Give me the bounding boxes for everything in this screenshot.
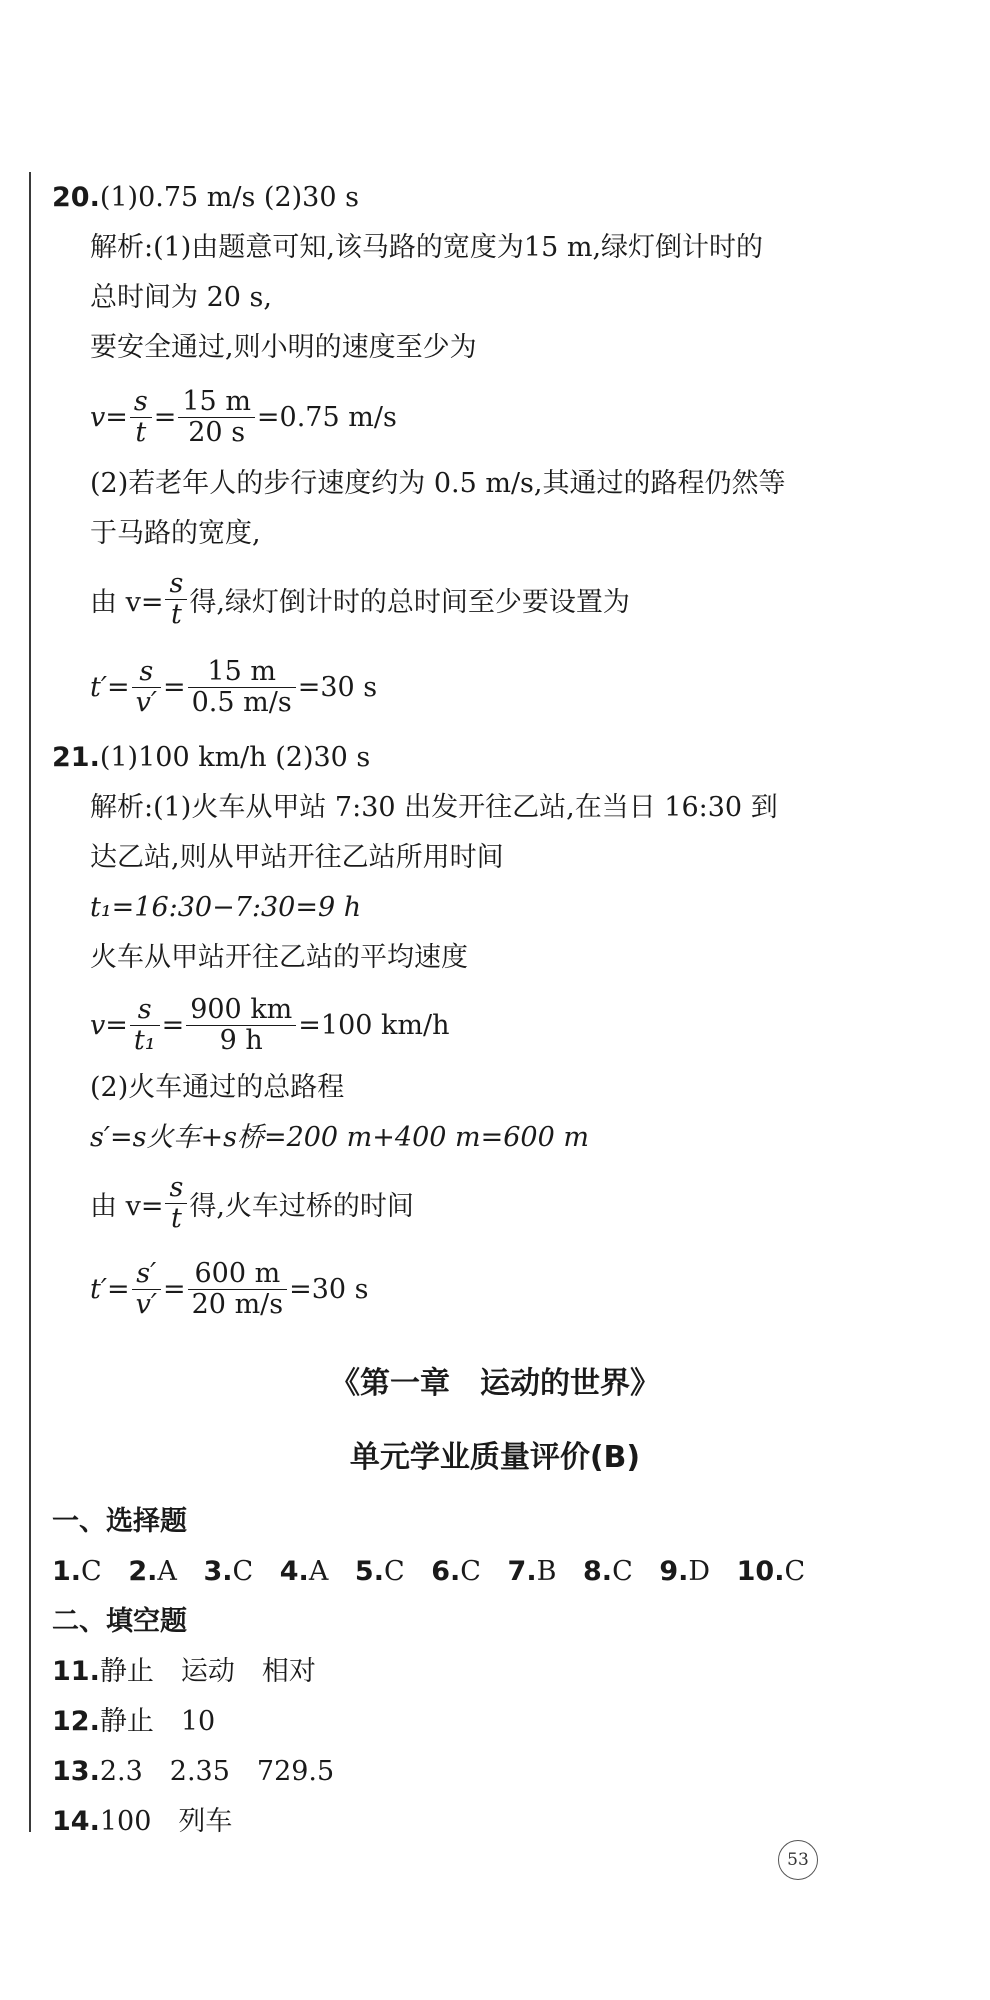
eq-lhs: v= xyxy=(90,1009,128,1041)
q21-answer: (1)100 km/h (2)30 s xyxy=(99,742,371,773)
page-number: 53 xyxy=(778,1840,818,1880)
section-choice-heading: 一、选择题 xyxy=(52,1506,187,1537)
fraction: $\frac{s}{t}$ xyxy=(165,1173,187,1234)
choice-answer: 9.D xyxy=(659,1556,711,1587)
fill-answer: 13.2.3 2.35 729.5 xyxy=(52,1756,335,1787)
fill-answer: 12.静止 10 xyxy=(52,1706,216,1737)
q21-equation-2 xyxy=(90,1168,414,1238)
eq-prefix: 由 v= xyxy=(90,586,164,618)
eq-suffix: 得,火车过桥的时间 xyxy=(189,1190,414,1222)
choice-answer: 10.C xyxy=(736,1556,806,1587)
left-margin-rule xyxy=(29,172,31,1832)
q21-explanation-6: s′=s火车+s桥=200 m+400 m=600 m xyxy=(90,1122,589,1153)
fraction: $\frac{600 m}{20 m/s}$ xyxy=(188,1259,288,1320)
eq-suffix: 得,绿灯倒计时的总时间至少要设置为 xyxy=(189,586,630,618)
eq-rhs: =30 s xyxy=(289,1273,369,1305)
fraction: $\frac{15 m}{0.5 m/s}$ xyxy=(188,657,296,718)
q21-explanation-3: t₁=16:30−7:30=9 h xyxy=(90,892,362,923)
q21-number: 21. xyxy=(52,742,100,773)
fraction: $\frac{s'}{v'}$ xyxy=(132,1259,161,1320)
eq-lhs: t′= xyxy=(90,671,130,703)
q21-explanation-5: (2)火车通过的总路程 xyxy=(90,1072,345,1103)
chapter-title: 《第一章 运动的世界》 xyxy=(330,1366,660,1401)
q20-explanation-4: (2)若老年人的步行速度约为 0.5 m/s,其通过的路程仍然等 xyxy=(90,468,786,499)
eq-rhs: =30 s xyxy=(297,671,378,703)
choice-answer: 1.C xyxy=(52,1556,102,1587)
eq-rhs: =0.75 m/s xyxy=(256,401,397,433)
q20-number: 20. xyxy=(52,182,100,213)
unit-title: 单元学业质量评价(B) xyxy=(349,1440,641,1475)
fraction: $\frac{15 m}{20 s}$ xyxy=(178,387,255,448)
eq-prefix: 由 v= xyxy=(90,1190,164,1222)
choice-answer: 7.B xyxy=(507,1556,557,1587)
choice-answer: 5.C xyxy=(354,1556,405,1587)
q21-explanation-1: 解析:(1)火车从甲站 7:30 出发开往乙站,在当日 16:30 到 xyxy=(90,792,778,823)
q21-explanation-4: 火车从甲站开往乙站的平均速度 xyxy=(90,942,468,973)
choice-answer: 3.C xyxy=(203,1556,254,1587)
eq-lhs: t′= xyxy=(90,1273,130,1305)
q20-equation-2 xyxy=(90,564,630,634)
q20-equation-1: v= $\frac{s}{t}$ = $\frac{15 m}{20 s}$ =0.75 m/s xyxy=(90,385,397,448)
q20-explanation-2: 总时间为 20 s, xyxy=(90,282,272,313)
q20-explanation-5: 于马路的宽度, xyxy=(90,518,261,549)
q20-answer: (1)0.75 m/s (2)30 s xyxy=(99,182,359,213)
choice-answer: 4.A xyxy=(279,1556,329,1587)
fill-answer: 14.100 列车 xyxy=(52,1806,233,1837)
q20-explanation-1: 解析:(1)由题意可知,该马路的宽度为15 m,绿灯倒计时的 xyxy=(90,232,764,263)
q20-equation-3: t′= $\frac{s}{v'}$ = $\frac{15 m}{0.5 m/s}$ =30 s xyxy=(90,655,378,718)
choice-answer: 6.C xyxy=(431,1556,481,1587)
section-fill-heading: 二、填空题 xyxy=(52,1606,187,1637)
q21-equation-3: t′= $\frac{s'}{v'}$ = $\frac{600 m}{20 m/s}$ =30 s xyxy=(90,1257,369,1320)
fraction: $\frac{900 km}{9 h}$ xyxy=(186,995,296,1056)
fraction: $\frac{s}{t}$ xyxy=(165,569,187,630)
eq-lhs: v= xyxy=(90,401,128,433)
fill-answer: 11.静止 运动 相对 xyxy=(52,1656,316,1687)
fraction: $\frac{s}{t}$ xyxy=(130,387,152,448)
choice-answer: 8.C xyxy=(583,1556,633,1587)
q21-equation-1: v= $\frac{s}{\text{t₁}}$ = $\frac{900 km}{9 h}$ =100 km/h xyxy=(90,993,450,1056)
q20-explanation-3: 要安全通过,则小明的速度至少为 xyxy=(90,332,477,363)
eq-rhs: =100 km/h xyxy=(298,1009,450,1041)
q21-explanation-2: 达乙站,则从甲站开往乙站所用时间 xyxy=(90,842,504,873)
fraction: $\frac{s}{\text{t₁}}$ xyxy=(130,995,160,1056)
q21-answer-line xyxy=(52,738,370,778)
choice-answers xyxy=(52,1552,823,1592)
choice-answer: 2.A xyxy=(128,1556,177,1587)
q20-answer-line xyxy=(52,178,359,218)
fraction: $\frac{s}{v'}$ xyxy=(132,657,161,718)
